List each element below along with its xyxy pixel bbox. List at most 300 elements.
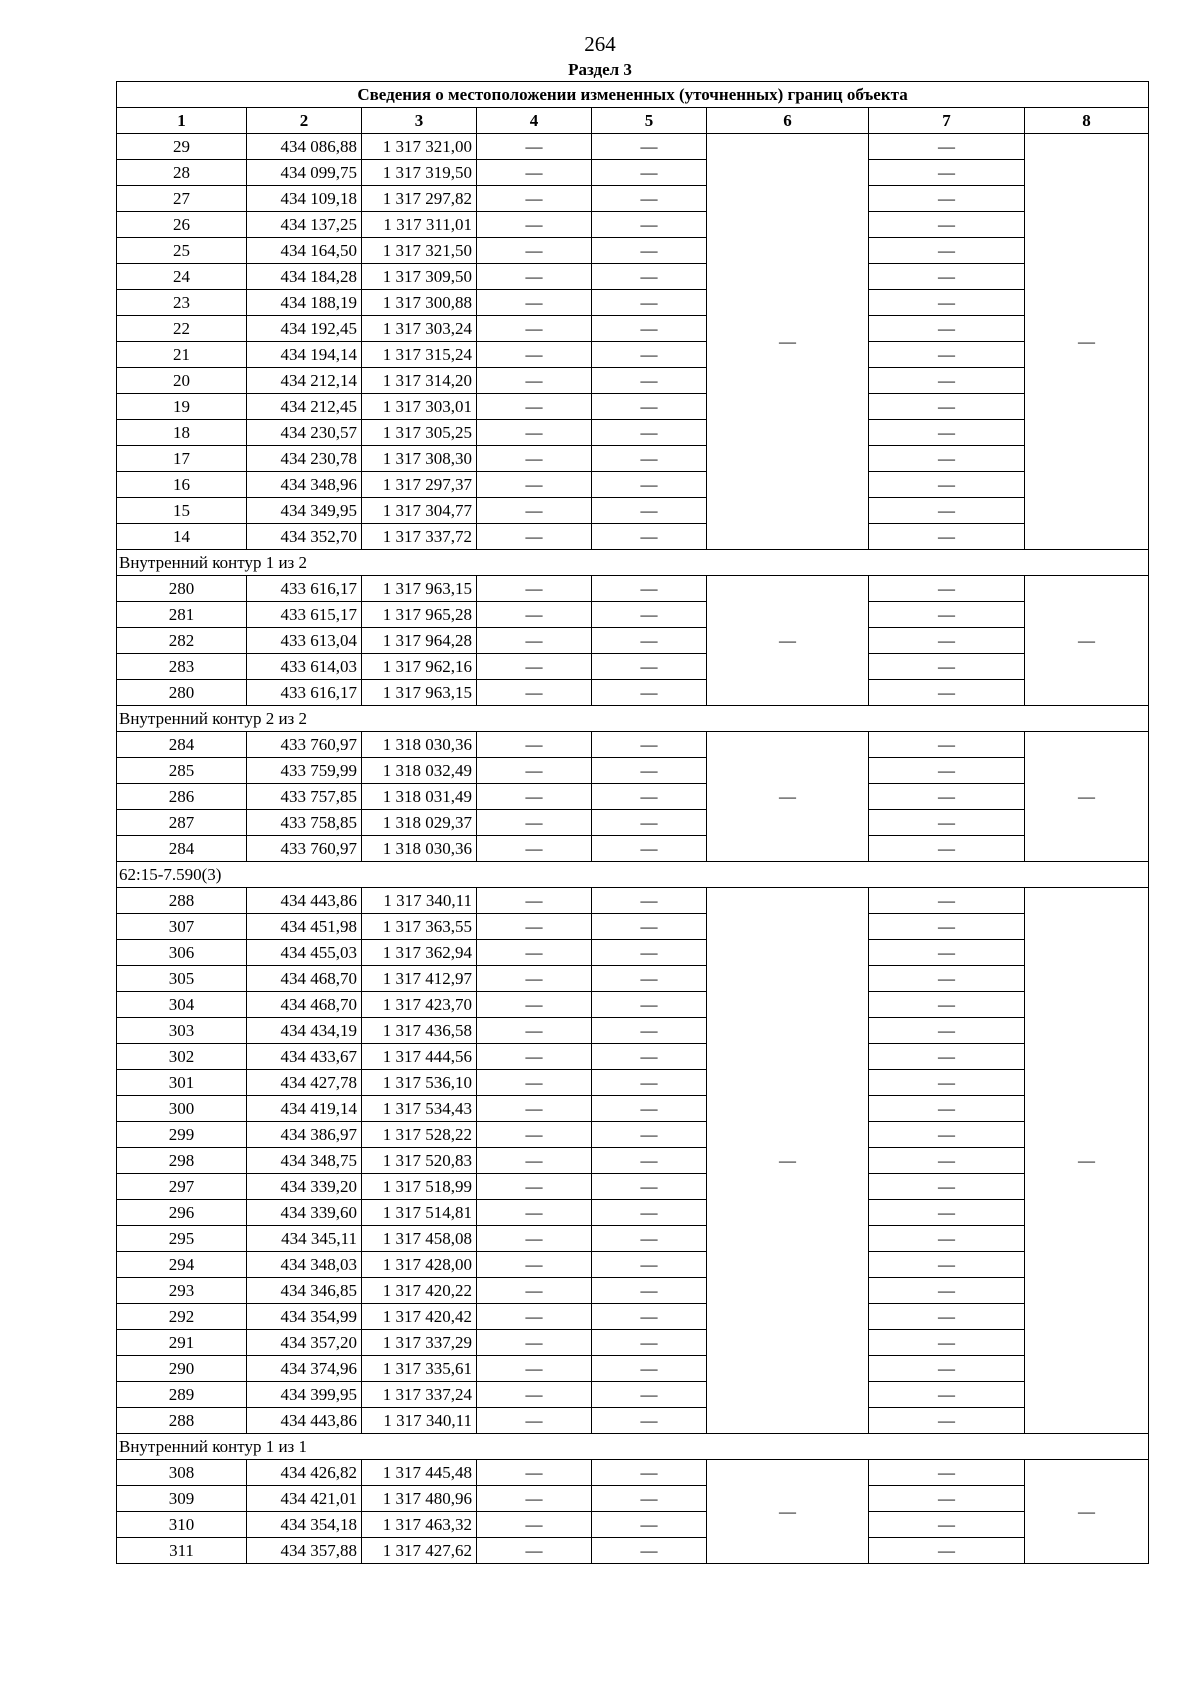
x-coordinate-cell: 433 758,85 <box>247 810 362 836</box>
column-4-cell: — <box>477 628 592 654</box>
column-7-cell: — <box>869 1096 1025 1122</box>
column-7-cell: — <box>869 498 1025 524</box>
point-number-cell: 285 <box>117 758 247 784</box>
column-6-merged-cell: — <box>707 1460 869 1564</box>
column-4-cell: — <box>477 1408 592 1434</box>
column-5-cell: — <box>592 1460 707 1486</box>
column-6-merged-cell: — <box>707 134 869 550</box>
x-coordinate-cell: 433 760,97 <box>247 836 362 862</box>
y-coordinate-cell: 1 317 536,10 <box>362 1070 477 1096</box>
column-7-cell: — <box>869 446 1025 472</box>
x-coordinate-cell: 434 346,85 <box>247 1278 362 1304</box>
contour-heading-row <box>117 1434 1149 1460</box>
x-coordinate-cell: 433 614,03 <box>247 654 362 680</box>
column-5-cell: — <box>592 238 707 264</box>
point-number-cell: 303 <box>117 1018 247 1044</box>
x-coordinate-cell: 434 421,01 <box>247 1486 362 1512</box>
table-row <box>117 628 1149 654</box>
point-number-cell: 308 <box>117 1460 247 1486</box>
column-4-cell: — <box>477 186 592 212</box>
point-number-cell: 21 <box>117 342 247 368</box>
point-number-cell: 288 <box>117 888 247 914</box>
x-coordinate-cell: 434 386,97 <box>247 1122 362 1148</box>
table-row <box>117 732 1149 758</box>
column-5-cell: — <box>592 368 707 394</box>
y-coordinate-cell: 1 317 321,50 <box>362 238 477 264</box>
y-coordinate-cell: 1 318 031,49 <box>362 784 477 810</box>
column-7-cell: — <box>869 836 1025 862</box>
y-coordinate-cell: 1 317 319,50 <box>362 160 477 186</box>
column-5-cell: — <box>592 836 707 862</box>
column-5-cell: — <box>592 290 707 316</box>
table-row <box>117 784 1149 810</box>
column-5-cell: — <box>592 1278 707 1304</box>
table-row <box>117 160 1149 186</box>
column-7-cell: — <box>869 1174 1025 1200</box>
y-coordinate-cell: 1 318 030,36 <box>362 836 477 862</box>
x-coordinate-cell: 434 164,50 <box>247 238 362 264</box>
column-4-cell: — <box>477 680 592 706</box>
y-coordinate-cell: 1 317 297,82 <box>362 186 477 212</box>
column-4-cell: — <box>477 212 592 238</box>
point-number-cell: 311 <box>117 1538 247 1564</box>
x-coordinate-cell: 434 419,14 <box>247 1096 362 1122</box>
column-5-cell: — <box>592 1356 707 1382</box>
column-7-cell: — <box>869 134 1025 160</box>
y-coordinate-cell: 1 317 303,24 <box>362 316 477 342</box>
x-coordinate-cell: 433 616,17 <box>247 576 362 602</box>
x-coordinate-cell: 434 443,86 <box>247 888 362 914</box>
column-4-cell: — <box>477 1356 592 1382</box>
table-row <box>117 290 1149 316</box>
y-coordinate-cell: 1 317 445,48 <box>362 1460 477 1486</box>
column-4-cell: — <box>477 238 592 264</box>
x-coordinate-cell: 434 099,75 <box>247 160 362 186</box>
table-caption: Сведения о местоположении измененных (уточненных) границ объекта <box>117 82 1149 108</box>
column-7-cell: — <box>869 966 1025 992</box>
table-row <box>117 1356 1149 1382</box>
y-coordinate-cell: 1 317 463,32 <box>362 1512 477 1538</box>
column-7-cell: — <box>869 524 1025 550</box>
column-4-cell: — <box>477 420 592 446</box>
table-row <box>117 1122 1149 1148</box>
point-number-cell: 292 <box>117 1304 247 1330</box>
x-coordinate-cell: 434 230,78 <box>247 446 362 472</box>
column-6-merged-cell: — <box>707 888 869 1434</box>
table-row <box>117 524 1149 550</box>
table-row <box>117 134 1149 160</box>
contour-heading: Внутренний контур 2 из 2 <box>117 706 1149 732</box>
column-7-cell: — <box>869 1408 1025 1434</box>
y-coordinate-cell: 1 318 029,37 <box>362 810 477 836</box>
column-5-cell: — <box>592 446 707 472</box>
column-5-cell: — <box>592 1304 707 1330</box>
x-coordinate-cell: 434 212,14 <box>247 368 362 394</box>
x-coordinate-cell: 434 357,88 <box>247 1538 362 1564</box>
column-5-cell: — <box>592 420 707 446</box>
y-coordinate-cell: 1 317 340,11 <box>362 1408 477 1434</box>
y-coordinate-cell: 1 317 436,58 <box>362 1018 477 1044</box>
column-5-cell: — <box>592 628 707 654</box>
column-7-cell: — <box>869 576 1025 602</box>
table-row <box>117 758 1149 784</box>
column-header-2: 2 <box>247 108 362 134</box>
column-4-cell: — <box>477 1512 592 1538</box>
point-number-cell: 18 <box>117 420 247 446</box>
table-row <box>117 368 1149 394</box>
point-number-cell: 15 <box>117 498 247 524</box>
y-coordinate-cell: 1 317 420,22 <box>362 1278 477 1304</box>
table-row <box>117 1226 1149 1252</box>
x-coordinate-cell: 433 759,99 <box>247 758 362 784</box>
column-4-cell: — <box>477 1018 592 1044</box>
point-number-cell: 287 <box>117 810 247 836</box>
column-4-cell: — <box>477 1330 592 1356</box>
column-5-cell: — <box>592 1122 707 1148</box>
table-row <box>117 1330 1149 1356</box>
column-7-cell: — <box>869 758 1025 784</box>
column-header-5: 5 <box>592 108 707 134</box>
column-4-cell: — <box>477 1174 592 1200</box>
y-coordinate-cell: 1 317 458,08 <box>362 1226 477 1252</box>
table-row <box>117 966 1149 992</box>
point-number-cell: 280 <box>117 680 247 706</box>
table-row <box>117 810 1149 836</box>
column-5-cell: — <box>592 1070 707 1096</box>
column-4-cell: — <box>477 342 592 368</box>
column-6-merged-cell: — <box>707 732 869 862</box>
column-5-cell: — <box>592 576 707 602</box>
table-row <box>117 316 1149 342</box>
point-number-cell: 299 <box>117 1122 247 1148</box>
y-coordinate-cell: 1 317 337,29 <box>362 1330 477 1356</box>
point-number-cell: 26 <box>117 212 247 238</box>
x-coordinate-cell: 434 354,18 <box>247 1512 362 1538</box>
table-row <box>117 1070 1149 1096</box>
column-header-8: 8 <box>1025 108 1149 134</box>
column-7-cell: — <box>869 160 1025 186</box>
y-coordinate-cell: 1 317 363,55 <box>362 914 477 940</box>
x-coordinate-cell: 434 137,25 <box>247 212 362 238</box>
column-7-cell: — <box>869 602 1025 628</box>
table-row <box>117 212 1149 238</box>
column-4-cell: — <box>477 1096 592 1122</box>
column-7-cell: — <box>869 914 1025 940</box>
y-coordinate-cell: 1 317 311,01 <box>362 212 477 238</box>
column-7-cell: — <box>869 1382 1025 1408</box>
column-4-cell: — <box>477 810 592 836</box>
x-coordinate-cell: 434 188,19 <box>247 290 362 316</box>
y-coordinate-cell: 1 317 321,00 <box>362 134 477 160</box>
section-title: Раздел 3 <box>568 60 632 79</box>
column-4-cell: — <box>477 1460 592 1486</box>
column-5-cell: — <box>592 680 707 706</box>
x-coordinate-cell: 434 230,57 <box>247 420 362 446</box>
y-coordinate-cell: 1 317 963,15 <box>362 576 477 602</box>
caption-row <box>117 82 1149 108</box>
column-5-cell: — <box>592 784 707 810</box>
table-row <box>117 940 1149 966</box>
contour-heading-row <box>117 706 1149 732</box>
point-number-cell: 304 <box>117 992 247 1018</box>
column-5-cell: — <box>592 914 707 940</box>
column-4-cell: — <box>477 1200 592 1226</box>
point-number-cell: 25 <box>117 238 247 264</box>
column-4-cell: — <box>477 992 592 1018</box>
column-5-cell: — <box>592 1148 707 1174</box>
table-row <box>117 1044 1149 1070</box>
contour-heading-row <box>117 550 1149 576</box>
x-coordinate-cell: 434 212,45 <box>247 394 362 420</box>
contour-heading: Внутренний контур 1 из 1 <box>117 1434 1149 1460</box>
column-4-cell: — <box>477 368 592 394</box>
point-number-cell: 297 <box>117 1174 247 1200</box>
column-5-cell: — <box>592 888 707 914</box>
point-number-cell: 291 <box>117 1330 247 1356</box>
column-4-cell: — <box>477 1382 592 1408</box>
x-coordinate-cell: 434 433,67 <box>247 1044 362 1070</box>
column-5-cell: — <box>592 342 707 368</box>
y-coordinate-cell: 1 317 337,72 <box>362 524 477 550</box>
point-number-cell: 307 <box>117 914 247 940</box>
column-header-1: 1 <box>117 108 247 134</box>
column-4-cell: — <box>477 940 592 966</box>
table-row <box>117 992 1149 1018</box>
x-coordinate-cell: 434 348,03 <box>247 1252 362 1278</box>
column-5-cell: — <box>592 1382 707 1408</box>
column-5-cell: — <box>592 1226 707 1252</box>
point-number-cell: 298 <box>117 1148 247 1174</box>
point-number-cell: 289 <box>117 1382 247 1408</box>
point-number-cell: 28 <box>117 160 247 186</box>
column-5-cell: — <box>592 1096 707 1122</box>
column-7-cell: — <box>869 940 1025 966</box>
point-number-cell: 295 <box>117 1226 247 1252</box>
x-coordinate-cell: 434 184,28 <box>247 264 362 290</box>
table-row <box>117 680 1149 706</box>
column-5-cell: — <box>592 1044 707 1070</box>
y-coordinate-cell: 1 317 314,20 <box>362 368 477 394</box>
column-5-cell: — <box>592 810 707 836</box>
column-4-cell: — <box>477 1226 592 1252</box>
x-coordinate-cell: 434 455,03 <box>247 940 362 966</box>
x-coordinate-cell: 433 613,04 <box>247 628 362 654</box>
column-7-cell: — <box>869 1330 1025 1356</box>
y-coordinate-cell: 1 317 962,16 <box>362 654 477 680</box>
column-4-cell: — <box>477 316 592 342</box>
column-5-cell: — <box>592 758 707 784</box>
column-4-cell: — <box>477 134 592 160</box>
y-coordinate-cell: 1 317 303,01 <box>362 394 477 420</box>
y-coordinate-cell: 1 317 315,24 <box>362 342 477 368</box>
column-7-cell: — <box>869 1200 1025 1226</box>
table-row <box>117 186 1149 212</box>
column-5-cell: — <box>592 1486 707 1512</box>
column-5-cell: — <box>592 602 707 628</box>
point-number-cell: 20 <box>117 368 247 394</box>
table-row <box>117 1018 1149 1044</box>
column-header-6: 6 <box>707 108 869 134</box>
table-row <box>117 1096 1149 1122</box>
header-row <box>117 108 1149 134</box>
table-row <box>117 654 1149 680</box>
contour-heading: 62:15-7.590(3) <box>117 862 1149 888</box>
column-7-cell: — <box>869 1512 1025 1538</box>
column-8-merged-cell: — <box>1025 1460 1149 1564</box>
column-5-cell: — <box>592 160 707 186</box>
point-number-cell: 24 <box>117 264 247 290</box>
table-row <box>117 1148 1149 1174</box>
column-7-cell: — <box>869 472 1025 498</box>
y-coordinate-cell: 1 317 514,81 <box>362 1200 477 1226</box>
column-7-cell: — <box>869 186 1025 212</box>
x-coordinate-cell: 434 354,99 <box>247 1304 362 1330</box>
column-5-cell: — <box>592 1018 707 1044</box>
column-7-cell: — <box>869 1486 1025 1512</box>
y-coordinate-cell: 1 317 534,43 <box>362 1096 477 1122</box>
column-5-cell: — <box>592 1174 707 1200</box>
x-coordinate-cell: 434 109,18 <box>247 186 362 212</box>
point-number-cell: 309 <box>117 1486 247 1512</box>
y-coordinate-cell: 1 317 965,28 <box>362 602 477 628</box>
column-4-cell: — <box>477 264 592 290</box>
y-coordinate-cell: 1 317 335,61 <box>362 1356 477 1382</box>
y-coordinate-cell: 1 317 340,11 <box>362 888 477 914</box>
y-coordinate-cell: 1 317 964,28 <box>362 628 477 654</box>
y-coordinate-cell: 1 317 300,88 <box>362 290 477 316</box>
point-number-cell: 296 <box>117 1200 247 1226</box>
column-7-cell: — <box>869 992 1025 1018</box>
table-row <box>117 238 1149 264</box>
x-coordinate-cell: 434 192,45 <box>247 316 362 342</box>
column-7-cell: — <box>869 1460 1025 1486</box>
column-5-cell: — <box>592 1538 707 1564</box>
table-row <box>117 1408 1149 1434</box>
column-7-cell: — <box>869 1538 1025 1564</box>
column-7-cell: — <box>869 680 1025 706</box>
column-5-cell: — <box>592 1330 707 1356</box>
column-5-cell: — <box>592 394 707 420</box>
y-coordinate-cell: 1 317 420,42 <box>362 1304 477 1330</box>
column-4-cell: — <box>477 1148 592 1174</box>
table-row <box>117 1382 1149 1408</box>
point-number-cell: 300 <box>117 1096 247 1122</box>
coordinates-table <box>116 81 1149 1564</box>
point-number-cell: 293 <box>117 1278 247 1304</box>
point-number-cell: 305 <box>117 966 247 992</box>
page-number: 264 <box>584 32 616 56</box>
column-7-cell: — <box>869 732 1025 758</box>
x-coordinate-cell: 434 468,70 <box>247 966 362 992</box>
x-coordinate-cell: 434 345,11 <box>247 1226 362 1252</box>
column-4-cell: — <box>477 290 592 316</box>
table-row <box>117 1460 1149 1486</box>
column-7-cell: — <box>869 810 1025 836</box>
column-7-cell: — <box>869 1122 1025 1148</box>
y-coordinate-cell: 1 318 030,36 <box>362 732 477 758</box>
column-5-cell: — <box>592 472 707 498</box>
column-5-cell: — <box>592 966 707 992</box>
point-number-cell: 280 <box>117 576 247 602</box>
column-7-cell: — <box>869 1226 1025 1252</box>
column-5-cell: — <box>592 1252 707 1278</box>
column-7-cell: — <box>869 628 1025 654</box>
column-7-cell: — <box>869 1252 1025 1278</box>
column-4-cell: — <box>477 1122 592 1148</box>
table-row <box>117 420 1149 446</box>
y-coordinate-cell: 1 317 520,83 <box>362 1148 477 1174</box>
point-number-cell: 16 <box>117 472 247 498</box>
table-row <box>117 576 1149 602</box>
column-4-cell: — <box>477 1252 592 1278</box>
column-4-cell: — <box>477 784 592 810</box>
column-7-cell: — <box>869 342 1025 368</box>
column-5-cell: — <box>592 654 707 680</box>
table-row <box>117 342 1149 368</box>
x-coordinate-cell: 434 348,96 <box>247 472 362 498</box>
x-coordinate-cell: 434 374,96 <box>247 1356 362 1382</box>
column-5-cell: — <box>592 992 707 1018</box>
column-5-cell: — <box>592 1200 707 1226</box>
y-coordinate-cell: 1 317 309,50 <box>362 264 477 290</box>
x-coordinate-cell: 434 194,14 <box>247 342 362 368</box>
x-coordinate-cell: 434 399,95 <box>247 1382 362 1408</box>
table-row <box>117 836 1149 862</box>
column-4-cell: — <box>477 1070 592 1096</box>
column-5-cell: — <box>592 1408 707 1434</box>
x-coordinate-cell: 434 426,82 <box>247 1460 362 1486</box>
table-row <box>117 602 1149 628</box>
table-row <box>117 914 1149 940</box>
column-4-cell: — <box>477 1538 592 1564</box>
point-number-cell: 283 <box>117 654 247 680</box>
table-row <box>117 446 1149 472</box>
column-4-cell: — <box>477 576 592 602</box>
point-number-cell: 14 <box>117 524 247 550</box>
y-coordinate-cell: 1 317 428,00 <box>362 1252 477 1278</box>
point-number-cell: 281 <box>117 602 247 628</box>
column-5-cell: — <box>592 134 707 160</box>
x-coordinate-cell: 434 443,86 <box>247 1408 362 1434</box>
column-5-cell: — <box>592 212 707 238</box>
table-row <box>117 1278 1149 1304</box>
column-header-4: 4 <box>477 108 592 134</box>
contour-heading: Внутренний контур 1 из 2 <box>117 550 1149 576</box>
point-number-cell: 23 <box>117 290 247 316</box>
table-row <box>117 1538 1149 1564</box>
point-number-cell: 294 <box>117 1252 247 1278</box>
column-7-cell: — <box>869 264 1025 290</box>
y-coordinate-cell: 1 317 362,94 <box>362 940 477 966</box>
x-coordinate-cell: 434 348,75 <box>247 1148 362 1174</box>
column-5-cell: — <box>592 524 707 550</box>
column-7-cell: — <box>869 420 1025 446</box>
column-4-cell: — <box>477 1278 592 1304</box>
x-coordinate-cell: 434 086,88 <box>247 134 362 160</box>
point-number-cell: 284 <box>117 836 247 862</box>
table-row <box>117 1252 1149 1278</box>
y-coordinate-cell: 1 317 304,77 <box>362 498 477 524</box>
column-7-cell: — <box>869 888 1025 914</box>
y-coordinate-cell: 1 317 423,70 <box>362 992 477 1018</box>
column-4-cell: — <box>477 602 592 628</box>
column-7-cell: — <box>869 784 1025 810</box>
x-coordinate-cell: 434 339,60 <box>247 1200 362 1226</box>
column-8-merged-cell: — <box>1025 576 1149 706</box>
y-coordinate-cell: 1 317 444,56 <box>362 1044 477 1070</box>
column-7-cell: — <box>869 212 1025 238</box>
column-7-cell: — <box>869 1278 1025 1304</box>
